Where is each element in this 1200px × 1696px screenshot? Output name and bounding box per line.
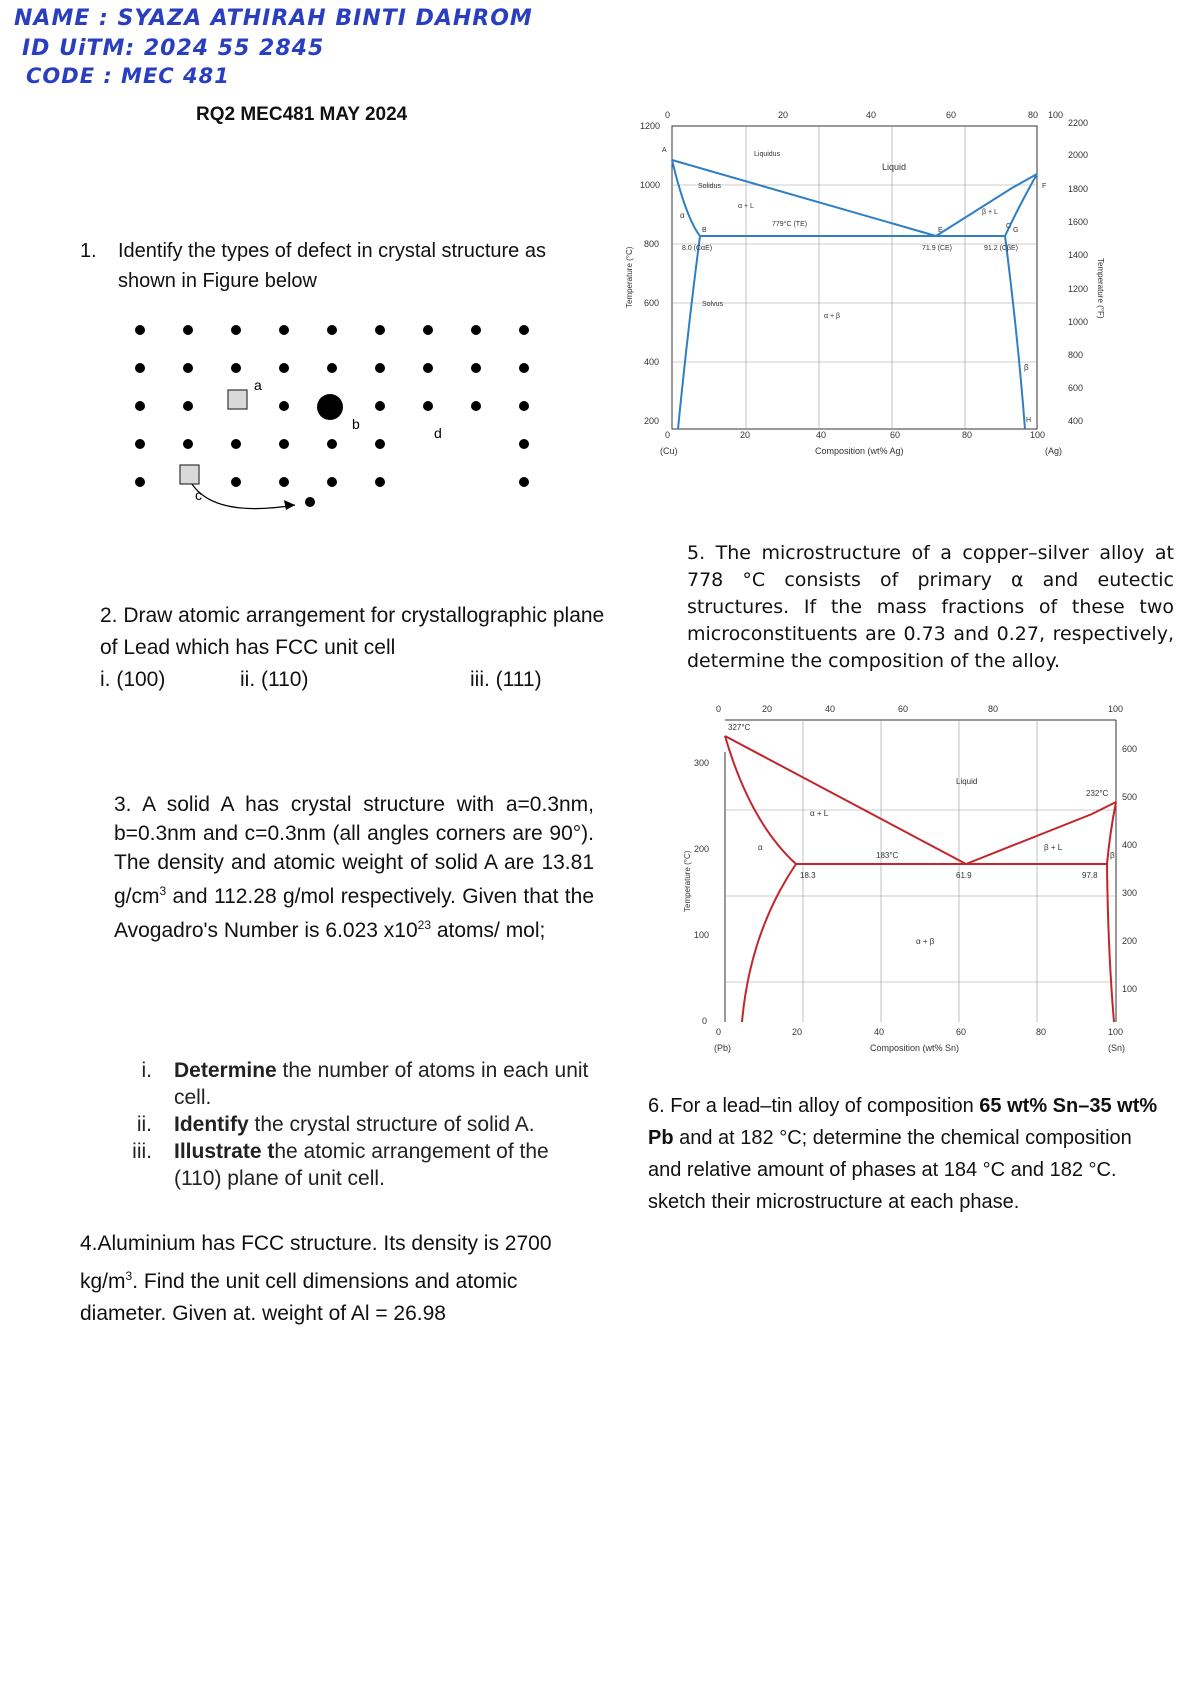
axis-left-end: (Cu) [660,446,678,456]
tick-bottom: 60 [956,1027,967,1037]
lattice-atom [135,363,145,373]
question-3-item: ii. Identify the crystal structure of solid A. [136,1113,535,1136]
question-3-subitems [92,1057,598,1192]
tick-bottom: 60 [890,430,901,440]
label-liquid: Liquid [882,162,907,172]
question-1 [80,236,590,296]
question-3-text-a: 3. A solid A has crystal structure with a=0.3nm, b=0.3nm and c=0.3nm (all angles corners are 90°). The density and atomic weight of solid A are 13.81 g/cm [114,793,594,908]
solvus-right [1005,236,1025,429]
question-3-text-b: and 112.28 g/mol respectively. Given that the Avogadro's Number is 6.023 x10 [114,885,594,942]
plane-110: ii. (110) [240,668,309,691]
question-3-text-c: atoms/ mol; [431,919,546,942]
question-6-text-a: 6. For a lead–tin alloy of composition [648,1095,980,1117]
tick-bottom: 80 [1036,1027,1047,1037]
plane-100: i. (100) [100,668,166,691]
label-61-9: 61.9 [956,871,972,880]
sup-3-q4: 3 [125,1269,133,1283]
tick-right: 600 [1122,744,1138,754]
lattice-atom [423,325,433,335]
lattice-atom [519,439,529,449]
pb-sn-phase-diagram [680,702,1160,1056]
tick-bottom: 80 [962,430,973,440]
tick-left: 1000 [640,180,661,190]
lattice-atom [423,363,433,373]
label-point-b: B [702,227,707,234]
question-6-alloy: 65 wt% Sn–35 wt% Pb [648,1095,1158,1149]
tick-left: 0 [702,1016,708,1026]
tick-bottom: 100 [1108,1027,1124,1037]
question-4 [80,1228,585,1330]
label-eutectic-t: 779°C (TE) [772,221,808,228]
student-id: ID UiTM: 2024 55 2845 [22,36,325,61]
solidus-left [672,160,700,236]
question-1-number: 1. [80,240,97,262]
label-beta-l: β + L [982,209,998,216]
course-code: CODE : MEC 481 [26,64,230,88]
lattice-atom [327,325,337,335]
lattice-atom [279,325,289,335]
label-183: 183°C [876,851,899,860]
tick-right: 500 [1122,792,1138,802]
lattice-atom [279,401,289,411]
axis-ylabel-right: Temperature (°F) [1096,258,1105,319]
tick-left: 100 [694,930,710,940]
label-point-e: E [938,227,943,234]
label-ce-alpha: 8.0 (CαE) [682,245,713,252]
lattice-atom [183,401,193,411]
label-point-a: A [662,147,667,154]
question-2 [100,600,610,696]
axis-right-end: (Ag) [1045,446,1063,456]
lattice-atom [231,325,241,335]
label-ce: 71.9 (CE) [922,245,952,252]
tick-top: 0 [665,110,671,120]
student-name: NAME : SYAZA ATHIRAH BINTI DAHROM [14,6,533,31]
label-alpha-beta: α + β [916,937,935,946]
label-97-8: 97.8 [1082,871,1098,880]
lattice-atom [183,439,193,449]
label-liquid: Liquid [956,777,978,786]
tick-right: 400 [1068,416,1084,426]
label-d: d [434,425,442,441]
tick-top: 0 [716,704,722,714]
lattice-atom [471,325,481,335]
tick-right: 1800 [1068,184,1089,194]
question-3-item: i. Determine the number of atoms in each unit cell. [141,1059,589,1109]
lattice-atom [327,439,337,449]
label-alpha-beta: α + β [824,313,841,320]
tick-right: 1400 [1068,250,1089,260]
label-solidus: Solidus [698,183,721,190]
label-point-g: G [1013,227,1019,234]
tick-top: 80 [988,704,999,714]
cu-ag-phase-diagram [620,108,1105,470]
page-title: RQ2 MEC481 MAY 2024 [196,104,408,125]
plot-frame [672,126,1037,429]
question-3-item: iii. Illustrate the atomic arrangement of the (110) plane of unit cell. [132,1140,549,1190]
lattice-atom [375,363,385,373]
sup-23: 23 [417,918,431,932]
solvus-left [678,236,700,429]
tick-right: 2000 [1068,150,1089,160]
tick-bottom: 40 [816,430,827,440]
sup-3: 3 [159,884,167,898]
tick-bottom: 100 [1030,430,1046,440]
tick-bottom: 40 [874,1027,885,1037]
lattice-atom [519,477,529,487]
substitutional-atom [317,394,343,420]
lattice-atom [135,477,145,487]
solvus-left [742,864,796,1022]
label-alpha: α [758,843,763,852]
lattice-atom [375,401,385,411]
axis-ylabel: Temperature (°C) [683,850,692,912]
defect-figure [120,310,540,530]
lattice-atom [375,439,385,449]
question-4-text-b: . Find the unit cell dimensions and atomic diameter. Given at. weight of Al = 26.98 [80,1270,518,1325]
lattice-atom [183,325,193,335]
lattice-atom [231,363,241,373]
question-1-text: Identify the types of defect in crystal structure as shown in Figure below [118,240,546,292]
label-point-c: C [1006,223,1012,230]
tick-left: 400 [644,357,660,367]
label-232: 232°C [1086,789,1109,798]
tick-left: 200 [644,416,660,426]
lattice-atom [375,325,385,335]
tick-left: 200 [694,844,710,854]
tick-left: 600 [644,298,660,308]
lattice-atom [471,363,481,373]
label-18-3: 18.3 [800,871,816,880]
lattice-atom [183,363,193,373]
tick-bottom: 20 [740,430,751,440]
label-point-f: F [1042,183,1047,190]
lattice-atom [471,401,481,411]
lattice-atom [375,477,385,487]
tick-right: 300 [1122,888,1138,898]
vacancy-c-box [180,465,199,484]
axis-right-end: (Sn) [1108,1043,1126,1053]
tick-top: 60 [898,704,909,714]
tick-top: 40 [866,110,877,120]
tick-right: 1200 [1068,284,1089,294]
lattice-atom [327,363,337,373]
lattice-atom [231,439,241,449]
question-5: 5. The microstructure of a copper–silver alloy at 778 °C consists of primary α and eutectic structures. If the mass fractions of these two microconstituents are 0.73 and 0.27, respectively, determine the composition of the alloy. [687,542,1174,672]
tick-top: 100 [1048,110,1064,120]
liquidus-right [966,802,1116,864]
tick-right: 2200 [1068,118,1089,128]
tick-left: 1200 [640,121,661,131]
lattice-atom [135,439,145,449]
label-327: 327°C [728,723,751,732]
tick-top: 60 [946,110,957,120]
frenkel-arrow [192,484,295,509]
label-liquidus: Liquidus [754,151,781,158]
tick-top: 40 [825,704,836,714]
label-c: c [195,487,202,503]
tick-bottom: 0 [716,1027,722,1037]
label-b: b [352,416,360,432]
tick-left: 800 [644,239,660,249]
tick-right: 1600 [1068,217,1089,227]
liquidus-right [936,174,1037,236]
question-3 [114,790,594,945]
lattice-atom [135,401,145,411]
tick-right: 100 [1122,984,1138,994]
tick-top: 20 [762,704,773,714]
tick-left: 300 [694,758,710,768]
label-alpha: α [680,211,685,220]
label-solvus: Solvus [702,301,724,308]
plane-111: iii. (111) [470,668,542,691]
label-ce-beta: 91.2 (CβE) [984,245,1018,252]
vacancy-a-box [228,390,247,409]
tick-top: 80 [1028,110,1039,120]
tick-right: 800 [1068,350,1084,360]
lattice-atom [279,439,289,449]
lattice-atom [279,363,289,373]
solvus-right [1107,864,1114,1022]
lattice-atom [279,477,289,487]
tick-right: 1000 [1068,317,1089,327]
lattice-atom [519,363,529,373]
label-alpha-l: α + L [738,203,754,210]
label-beta: β [1110,851,1115,860]
label-alpha-l: α + L [810,809,829,818]
tick-bottom: 0 [665,430,671,440]
tick-top: 20 [778,110,789,120]
lattice-atom [231,477,241,487]
lattice-atom [327,477,337,487]
tick-bottom: 20 [792,1027,803,1037]
tick-right: 200 [1122,936,1138,946]
axis-left-end: (Pb) [714,1043,732,1053]
label-point-h: H [1026,417,1032,424]
lattice-atom [135,325,145,335]
axis-xlabel: Composition (wt% Ag) [815,446,904,456]
tick-right: 600 [1068,383,1084,393]
question-6-text-b: and at 182 °C; determine the chemical composition and relative amount of phases at 184 °C and 182 °C. sketch their microstructure at each phase. [648,1127,1132,1213]
question-4-text-a: 4.Aluminium has FCC structure. Its density is 2700 kg/m [80,1232,552,1293]
axis-xlabel: Composition (wt% Sn) [870,1043,960,1053]
question-6 [648,1090,1168,1218]
lattice-atom [519,325,529,335]
tick-top: 100 [1108,704,1124,714]
axis-ylabel: Temperature (°C) [625,246,634,308]
label-beta-l: β + L [1044,843,1063,852]
lattice-atom [423,401,433,411]
question-2-text: 2. Draw atomic arrangement for crystallographic plane of Lead which has FCC unit cell [100,604,605,659]
label-a: a [254,377,262,393]
tick-right: 400 [1122,840,1138,850]
lattice-atom [519,401,529,411]
label-beta: β [1024,363,1029,372]
